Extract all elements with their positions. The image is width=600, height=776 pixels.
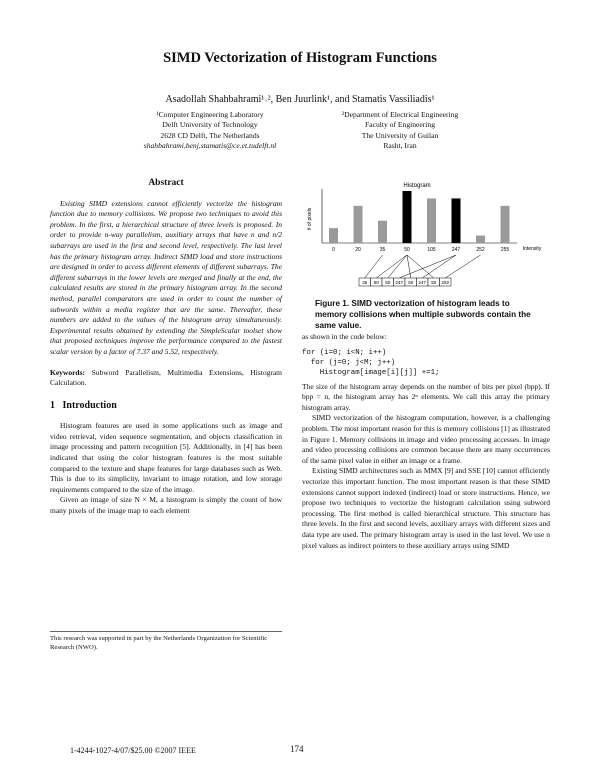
histogram-figure [302, 175, 550, 295]
bar-35 [378, 221, 387, 243]
tick-label-50: 50 [404, 247, 410, 253]
affiliation-line: 2628 CD Delft, The Netherlands [160, 130, 260, 140]
right-paragraph-3: Existing SIMD architectures such as MMX [9] and SSE [10] cannot efficiently vectorize this important function. The most important reason is that these SIMD extensions cannot support indexed (indirect) load or store instructions. Hence, we propose two techniques to vectorize the histogram calculation using subword processing. The first method is called hierarchical structure. This structure has three levels. In the first and second levels, auxiliary arrays with different sizes and data type are used. The primary histogram array is used in the last level. We use n pixel values as indirect pointers to these auxiliary arrays using SIMD [302, 466, 550, 550]
right-column [302, 332, 550, 551]
subword-value: 50 [385, 280, 391, 285]
chart-bars [329, 191, 510, 243]
bar-247 [452, 198, 461, 243]
subword-value: 247 [395, 280, 404, 285]
affiliation-line: Rasht, Iran [383, 141, 417, 151]
bar-20 [354, 206, 363, 243]
code-line: for (j=0; j<M; j++) [302, 358, 396, 367]
bar-50 [403, 191, 412, 243]
tick-label-20: 20 [355, 247, 361, 253]
tick-label-105: 105 [427, 247, 436, 253]
bar-255 [501, 206, 510, 243]
tick-label-255: 255 [500, 247, 510, 253]
paper-title: SIMD Vectorization of Histogram Functions [163, 50, 437, 66]
code-line: for (i=0; i<N; i++) [302, 348, 387, 357]
collision-arrow [388, 255, 407, 278]
affiliation-line: The University of Guilan [361, 130, 439, 140]
abstract-text: Existing SIMD extensions cannot efficiently vectorize the histogram function due to memory collisions. We propose two techniques to avoid this problem. In the first, a hierarchical structure of three levels is proposed. In order to provide n-way parallelism, auxiliary arrays that have n and n/2 subarrays are used in the first and second level, respectively. The last level has the primary histogram array. Indirect SIMD load and store instructions are designed in order to access different elements of different subarrays. The different subarrays in the lower levels are merged and finally at the end, the calculated results are stored in the primary histogram array. In the second method, parallel comparators are used in order to count the number of subwords within a media register that are the same. Thereafter, these numbers are added to the values of the histogram array simultaneously. Experimental results obtained by extending the SimpleScalar toolset show that proposed techniques improve the performance compared to the fastest scalar version by a factor of 7.37 and 5.52, respectively. [50, 198, 282, 356]
tick-label-247: 247 [451, 247, 461, 253]
subword-value: 35 [362, 280, 368, 285]
bar-0 [329, 228, 338, 243]
collision-arrows [365, 255, 481, 278]
abstract-heading: Abstract [148, 178, 184, 188]
affiliation-2 [310, 110, 490, 152]
right-paragraph-2: SIMD vectorization of the histogram computation, however, is a challenging problem. The most important reason for this is memory collisions [1] as illustrated in Figure 1. Memory collisions in image and video processing accesses. In image and video processing collisions are common because there are many occurrences of the same pixel value in either an image or a frame. [302, 413, 550, 465]
keywords-label: Keywords: [50, 367, 85, 377]
footnote: This research was supported in part by the Netherlands Organization for Scientific Research (NWO). [50, 631, 282, 652]
tick-label-0: 0 [332, 247, 335, 253]
subword-value: 50 [431, 280, 437, 285]
keywords-text: Subword Parallelism, Multimedia Extensions, Histogram Calculation. [50, 367, 283, 388]
collision-arrow [407, 255, 434, 278]
section-heading-introduction: 1 Introduction [50, 399, 117, 411]
subword-value: 247 [418, 280, 427, 285]
subword-value: 252 [441, 280, 450, 285]
affiliation-line: ²Department of Electrical Engineering [341, 110, 459, 119]
copyright-footer: 1-4244-1027-4/07/$25.00 ©2007 IEEE [70, 746, 196, 755]
x-axis-label: Intensity [522, 246, 542, 252]
tick-label-252: 252 [476, 247, 485, 253]
figure-caption: Figure 1. SIMD vectorization of histogram leads to memory collisions when multiple subwords contain the same value. [315, 299, 531, 330]
chart-title: Histogram [403, 183, 431, 189]
y-axis-label: # of pixels [307, 207, 313, 231]
affiliation-line: Delft University of Technology [162, 120, 258, 130]
left-column [50, 178, 282, 517]
code-line: Histogram[image[i][j]] +=1; [302, 368, 440, 377]
chart-tick-labels [332, 247, 509, 253]
code-block [302, 348, 550, 378]
right-paragraph-1: The size of the histogram array depends on the number of bits per pixel (bpp). If bpp = n, the histogram array has 2ⁿ elements. We call this array the primary histogram array. [302, 381, 550, 412]
collision-arrow [376, 255, 407, 278]
collision-arrow [365, 255, 383, 278]
bar-105 [427, 198, 436, 243]
authors: Asadollah Shahbahrami¹˒², Ben Juurlink¹, and Stamatis Vassiliadis¹ [165, 94, 435, 105]
intro-paragraph-1: Histogram features are used in some applications such as image and video retrieval, video sequence segmentation, and objects classification in image processing and pattern recognition [5]. Additionally, in [4] has been indicated that using the color histogram features is the most suitable compared to the texture and shape features for large databases such as Web. This is due to its simplicity, invariant to image rotation, and low storage requirements compared to the size of the image. [50, 421, 282, 494]
media-register-subwords [359, 278, 451, 286]
subword-value: 50 [408, 280, 414, 285]
author-emails: shahbahrami,benj,stamatis@ce.et.tudelft.nl [143, 141, 277, 151]
tick-label-35: 35 [379, 247, 386, 253]
affiliation-line: Faculty of Engineering [364, 120, 435, 130]
code-intro: as shown in the code below: [302, 332, 387, 341]
intro-paragraph-2: Given an image of size N × M, a histogram is simply the count of how many pixels of the image map to each element [50, 495, 282, 516]
keywords [50, 368, 282, 389]
affiliation-1 [110, 110, 310, 152]
page-number: 174 [290, 744, 304, 754]
bar-252 [476, 236, 485, 243]
subword-value: 50 [373, 280, 379, 285]
affiliation-line: ¹Computer Engineering Laboratory [156, 110, 264, 119]
